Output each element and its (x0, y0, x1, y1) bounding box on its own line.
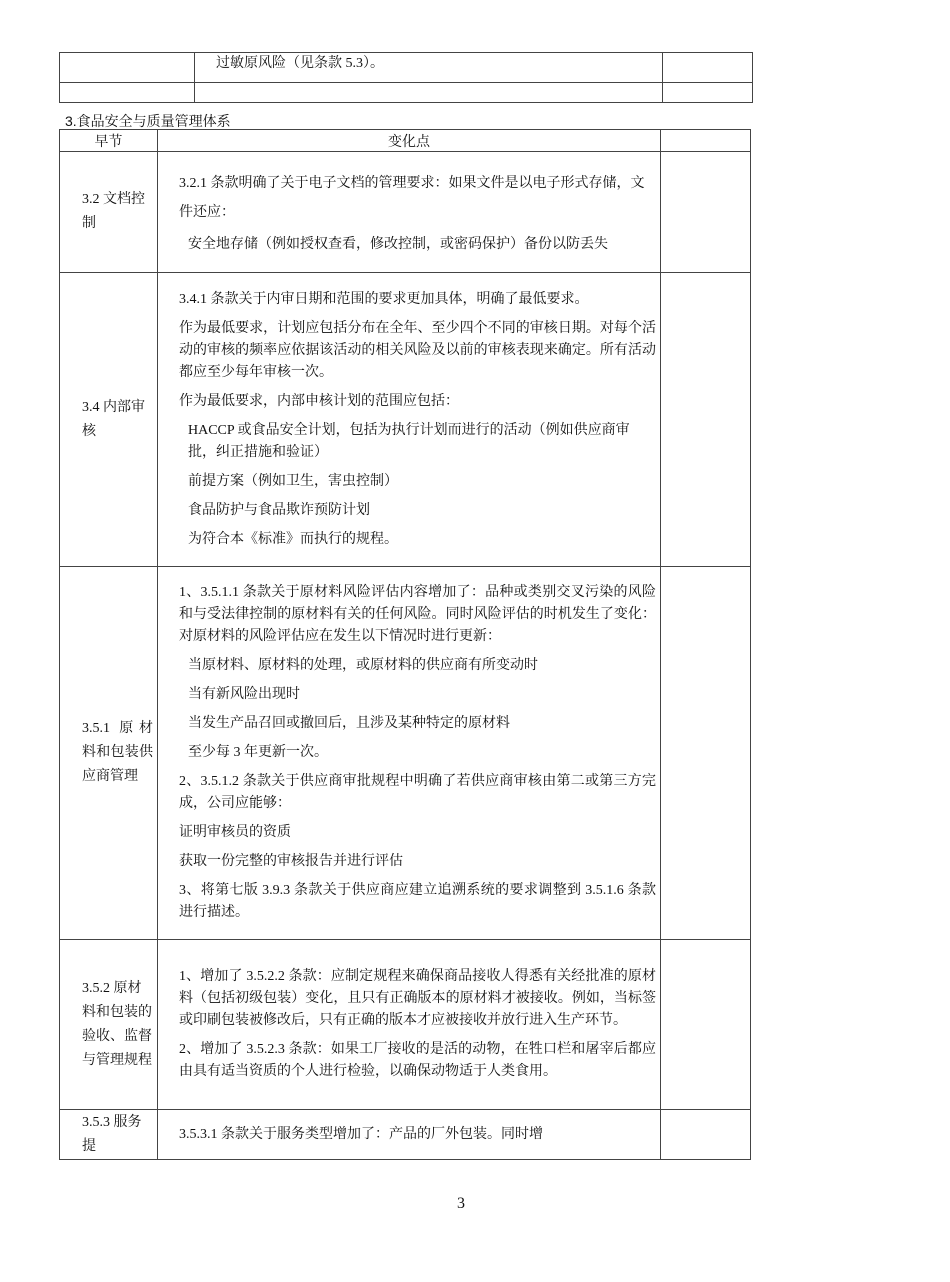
change-line: 3.2.1 条款明确了关于电子文档的管理要求：如果文件是以电子形式存储，文件还应： (179, 175, 645, 220)
header-empty (661, 130, 751, 152)
section-label: 3.5.2 原材料和包装的验收、监督与管理规程 (60, 940, 158, 1110)
page-number: 3 (457, 1195, 465, 1212)
top-cell-empty (60, 53, 195, 83)
table-row (60, 273, 751, 567)
top-cell-note (663, 53, 753, 83)
header-section: 早节 (60, 130, 158, 152)
header-change: 变化点 (158, 130, 661, 152)
change-line: 获取一份完整的审核报告并进行评估 (179, 854, 403, 869)
change-content (158, 940, 661, 1110)
table-row (60, 152, 751, 273)
table-row (60, 940, 751, 1110)
table-header-row (60, 130, 751, 152)
change-line: 证明审核员的资质 (179, 825, 291, 840)
change-line: 3.5.3.1 条款关于服务类型增加了：产品的厂外包装。同时增 (179, 1126, 543, 1142)
change-line: 3.4.1 条款关于内审日期和范围的要求更加具体，明确了最低要求。 (179, 291, 589, 307)
top-cell-empty (663, 83, 753, 103)
top-cell-empty (195, 83, 663, 103)
change-line: 前提方案（例如卫生，害虫控制） (188, 473, 398, 489)
section-label: 3.2 文档控制 (60, 152, 158, 273)
section-label: 3.4 内部审核 (60, 273, 158, 567)
change-line: 2、3.5.1.2 条款关于供应商审批规程中明确了若供应商审核由第二或第三方完成，公司应能够： (179, 774, 656, 811)
table-row (60, 1110, 751, 1160)
change-line: 安全地存储（例如授权查看，修改控制，或密码保护）备份以防丢失 (188, 236, 608, 252)
change-line: 作为最低要求，计划应包括分布在全年、至少四个不同的审核日期。对每个活动的审核的频率应依据该活动的相关风险及以前的审核表现来确定。所有活动都应至少每年审核一次。 (179, 320, 656, 380)
top-cell-text (195, 53, 663, 83)
change-line: 2、增加了 3.5.2.3 条款：如果工厂接收的是活的动物，在牲口栏和屠宰后都应由具有适当资质的个人进行检验，以确保动物适于人类食用。 (179, 1042, 656, 1079)
change-line: 当发生产品召回或撤回后，且涉及某种特定的原材料 (188, 716, 510, 731)
section-label: 3.5.3 服务提 (60, 1110, 158, 1160)
top-cell-empty (60, 83, 195, 103)
change-line: 当原材料、原材料的处理，或原材料的供应商有所变动时 (188, 658, 538, 673)
note-cell (661, 152, 751, 273)
change-content (158, 567, 661, 940)
change-line: 作为最低要求，内部申核计划的范围应包括： (179, 393, 459, 409)
change-line: 为符合本《标准》而执行的规程。 (188, 531, 398, 547)
change-content (158, 1110, 661, 1160)
change-line: HACCP 或食品安全计划，包括为执行计划而进行的活动（例如供应商审批，纠正措施和验证） (188, 422, 630, 460)
note-cell (661, 273, 751, 567)
note-cell (661, 567, 751, 940)
change-line: 食品防护与食品欺诈预防计划 (188, 502, 370, 518)
change-line: 当有新风险出现时 (188, 687, 300, 702)
change-content (158, 273, 661, 567)
changes-table (59, 129, 751, 1160)
section-label: 3.5.1 原材料和包装供应商管理 (60, 567, 158, 940)
change-content (158, 152, 661, 273)
top-table (59, 52, 753, 103)
table-row (60, 567, 751, 940)
change-line: 1、3.5.1.1 条款关于原材料风险评估内容增加了：品种或类别交叉污染的风险和与受法律控制的原材料有关的任何风险。同时风险评估的时机发生了变化：对原材料的风险评估应在发生以下情况时进行更新： (179, 585, 656, 644)
section-heading: 3.食品安全与质量管理体系 (65, 113, 231, 129)
change-line: 1、增加了 3.5.2.2 条款：应制定规程来确保商品接收人得悉有关经批准的原材料（包括初级包装）变化，且只有正确版本的原材料才被接收。例如，当标签或印刷包装被修改后，只有正确的版本才应被接收并放行进入生产环节。 (179, 969, 656, 1028)
note-cell (661, 940, 751, 1110)
change-line: 至少每 3 年更新一次。 (188, 745, 328, 760)
note-cell (661, 1110, 751, 1160)
change-line: 3、将第七版 3.9.3 条款关于供应商应建立追溯系统的要求调整到 3.5.1.6 条款进行描述。 (179, 883, 656, 920)
allergen-note: 过敏原风险（见条款 5.3）。 (216, 56, 384, 71)
